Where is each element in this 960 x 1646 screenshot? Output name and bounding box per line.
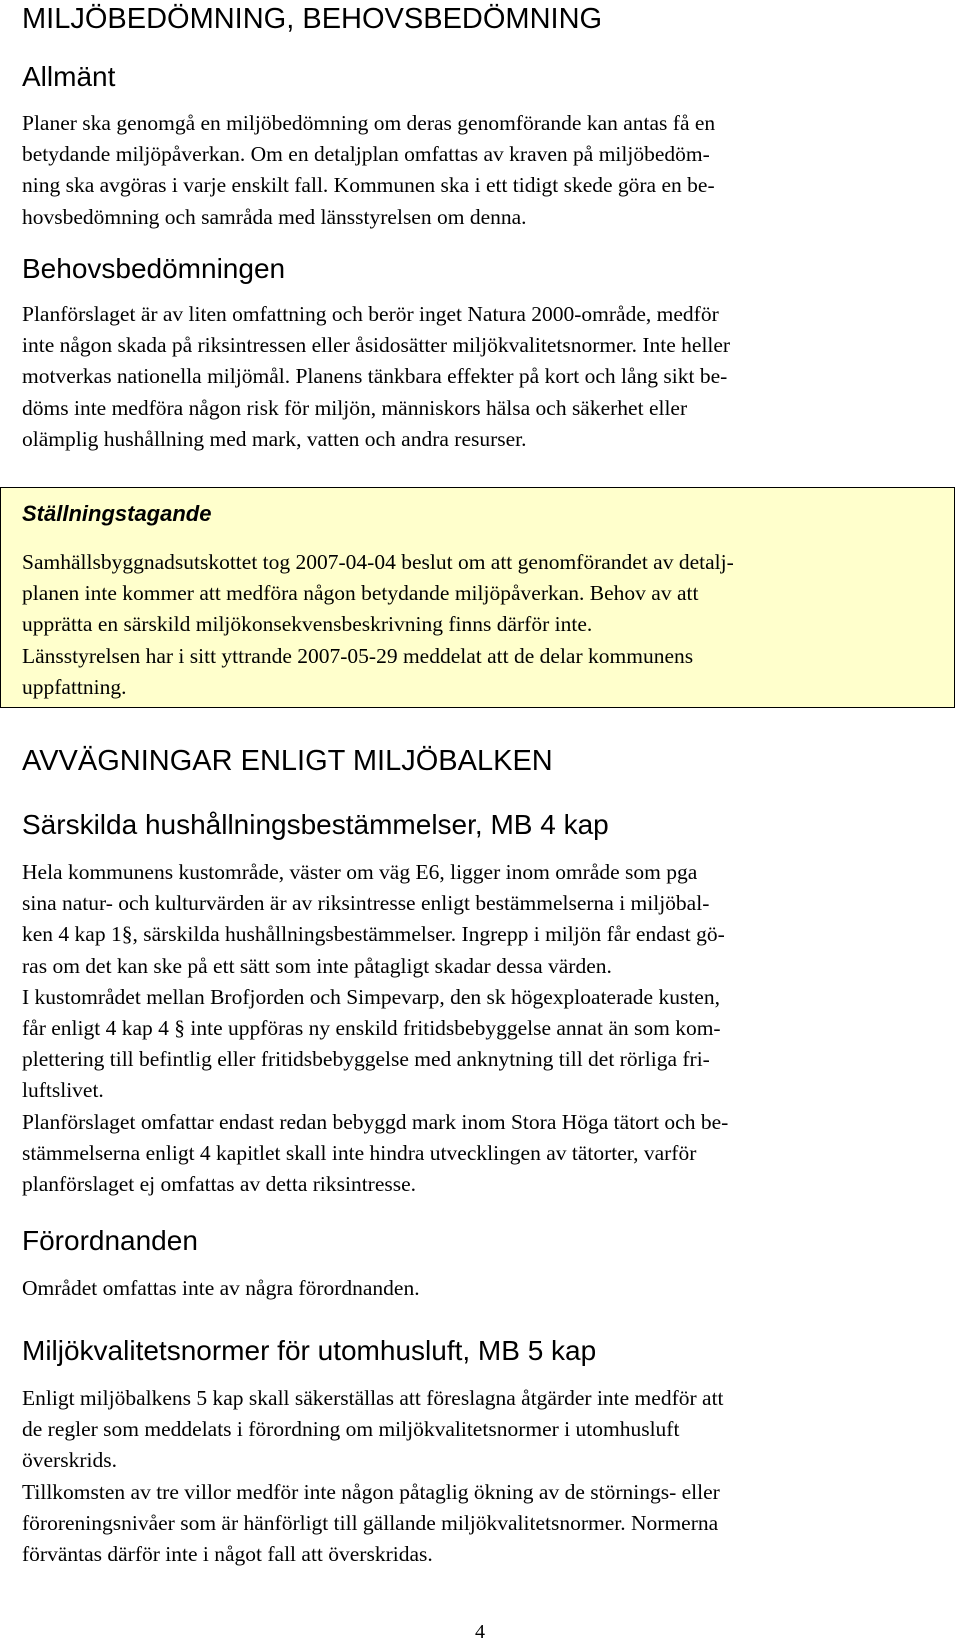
text-line: Planförslaget omfattar endast redan bebyggd mark inom Stora Höga tätort och be-: [22, 1109, 729, 1134]
text-line: Planförslaget är av liten omfattning och berör inget Natura 2000-område, medför: [22, 302, 719, 326]
text-line: Området omfattas inte av några förordnanden.: [22, 1276, 420, 1300]
avvagningar-heading: AVVÄGNINGAR ENLIGT MILJÖBALKEN: [22, 745, 553, 777]
text-line: förväntas därför inte i något fall att överskridas.: [22, 1541, 433, 1566]
paragraph-stallningstagande: [22, 547, 734, 703]
text-line: sina natur- och kulturvärden är av riksintresse enligt bestämmelserna i miljöbal-: [22, 891, 710, 916]
text-line: planförslaget ej omfattas av detta riksintresse.: [22, 1171, 417, 1196]
paragraph-miljokvalitet: [22, 1383, 724, 1570]
paragraph-hushallning: [22, 857, 728, 1200]
main-heading: MILJÖBEDÖMNING, BEHOVSBEDÖMNING: [22, 3, 603, 35]
text-line: Länsstyrelsen har i sitt yttrande 2007-05-29 meddelat att de delar kommunens: [22, 643, 694, 668]
stallningstagande-title: Ställningstagande: [22, 501, 212, 526]
text-line: stämmelserna enligt 4 kapitlet skall inte hindra utvecklingen av tätorter, varför: [22, 1140, 697, 1165]
text-line: föroreningsnivåer som är hänförligt till gällande miljökvalitetsnormer. Normerna: [22, 1510, 719, 1535]
text-line: hovsbedömning och samråda med länsstyrelsen om denna.: [22, 204, 527, 229]
section-title-behovsbedomning: Behovsbedömningen: [22, 253, 286, 284]
text-line: I kustområdet mellan Brofjorden och Simpevarp, den sk högexploaterade kusten,: [22, 984, 720, 1009]
text-line: ken 4 kap 1§, särskilda hushållningsbestämmelser. Ingrepp i miljön får endast gö-: [22, 922, 725, 947]
text-line: plettering till befintlig eller fritidsbebyggelse med anknytning till det rörliga fri-: [22, 1047, 710, 1072]
text-line: Tillkomsten av tre villor medför inte någon påtaglig ökning av de störnings- eller: [22, 1479, 720, 1504]
text-line: upprätta en särskild miljökonsekvensbeskrivning finns därför inte.: [22, 612, 593, 637]
paragraph-behovsbedomning: [22, 299, 730, 455]
text-line: döms inte medföra någon risk för miljön, människors hälsa och säkerhet eller: [22, 395, 688, 420]
text-line: olämplig hushållning med mark, vatten och andra resurser.: [22, 426, 527, 451]
paragraph-forordnanden: [22, 1273, 420, 1304]
text-line: planen inte kommer att medföra någon betydande miljöpåverkan. Behov av att: [22, 581, 699, 606]
page-number: 4: [475, 1621, 485, 1643]
section-title-allmant: Allmänt: [22, 61, 116, 92]
text-line: uppfattning.: [22, 674, 127, 699]
section-title-forordnanden: Förordnanden: [22, 1225, 198, 1256]
text-line: motverkas nationella miljömål. Planens tänkbara effekter på kort och lång sikt be-: [22, 364, 728, 389]
section-title-hushallning: Särskilda hushållningsbestämmelser, MB 4 kap: [22, 809, 609, 840]
text-line: Samhällsbyggnadsutskottet tog 2007-04-04 beslut om att genomförandet av detalj-: [22, 550, 734, 574]
text-line: Hela kommunens kustområde, väster om väg E6, ligger inom område som pga: [22, 860, 698, 884]
paragraph-allmant: [22, 108, 715, 233]
text-line: får enligt 4 kap 4 § inte uppföras ny enskild fritidsbebyggelse annat än som kom-: [22, 1015, 721, 1040]
text-line: inte någon skada på riksintressen eller åsidosätter miljökvalitetsnormer. Inte heller: [22, 333, 731, 358]
text-line: luftslivet.: [22, 1078, 104, 1103]
text-line: betydande miljöpåverkan. Om en detaljplan omfattas av kraven på miljöbedöm-: [22, 142, 710, 167]
section-title-miljokvalitet: Miljökvalitetsnormer för utomhusluft, MB 5 kap: [22, 1335, 597, 1366]
text-line: Planer ska genomgå en miljöbedömning om deras genomförande kan antas få en: [22, 111, 716, 135]
text-line: ras om det kan ske på ett sätt som inte påtagligt skadar dessa värden.: [22, 953, 612, 978]
text-line: de regler som meddelats i förordning om miljökvalitetsnormer i utomhusluft: [22, 1417, 680, 1442]
text-line: Enligt miljöbalkens 5 kap skall säkerställas att föreslagna åtgärder inte medför att: [22, 1386, 724, 1410]
text-line: överskrids.: [22, 1448, 117, 1473]
text-line: ning ska avgöras i varje enskilt fall. Kommunen ska i ett tidigt skede göra en be-: [22, 173, 715, 198]
